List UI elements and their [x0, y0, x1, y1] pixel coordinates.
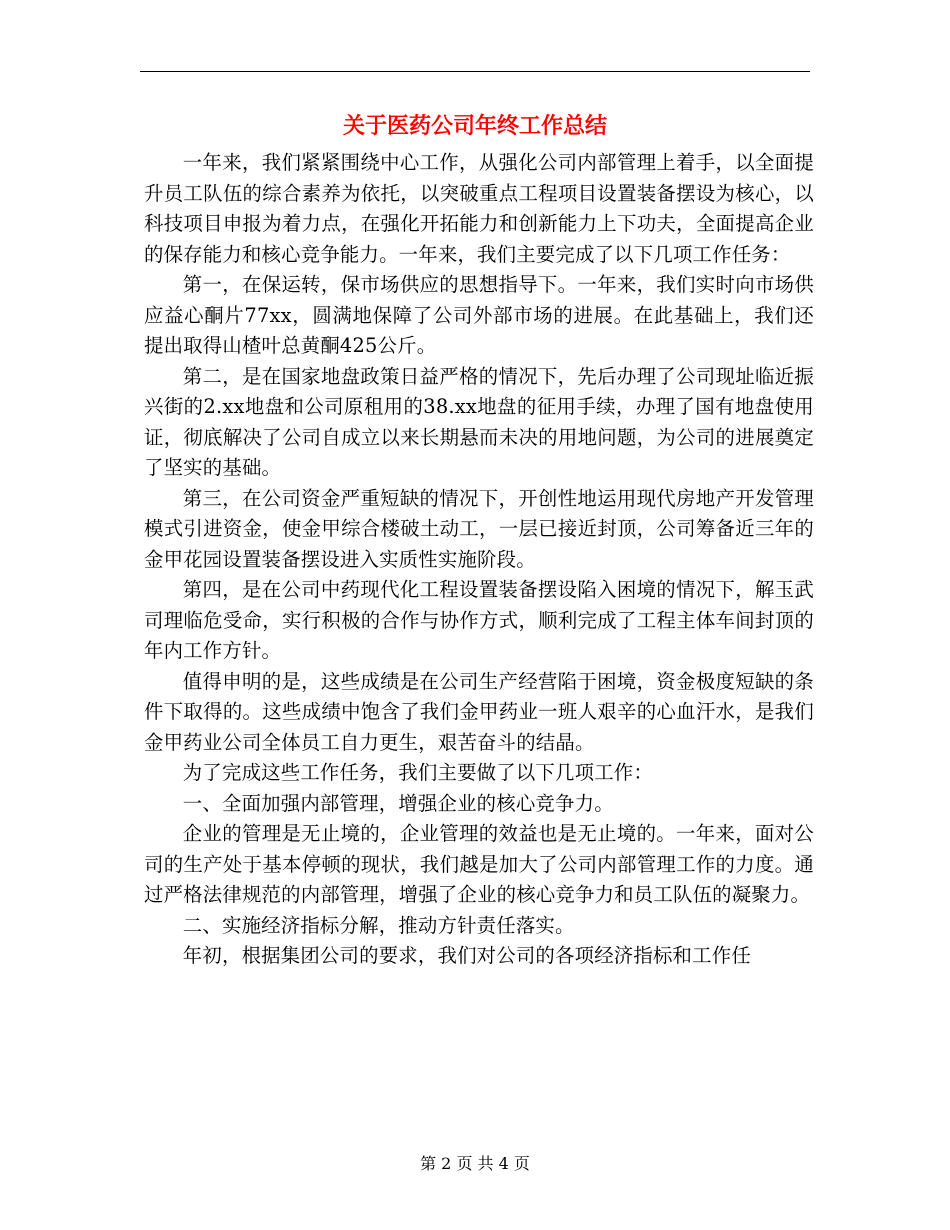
paragraph: 一年来，我们紧紧围绕中心工作，从强化公司内部管理上着手，以全面提升员工队伍的综合素养为依托，以突破重点工程项目设置装备摆设为核心，以科技项目申报为着力点，在强化开拓能力和创新能力上下功夫，全面提高企业的保存能力和核心竞争能力。一年来，我们主要完成了以下几项工作任务： [144, 151, 814, 266]
document-body [144, 148, 814, 972]
paragraph: 第一，在保运转，保市场供应的思想指导下。一年来，我们实时向市场供应益心酮片77xx，圆满地保障了公司外部市场的进展。在此基础上，我们还提出取得山楂叶总黄酮425公斤。 [144, 273, 814, 357]
paragraph: 为了完成这些工作任务，我们主要做了以下几项工作： [182, 761, 653, 784]
paragraph: 第四，是在公司中药现代化工程设置装备摆设陷入困境的情况下，解玉武司理临危受命，实行积极的合作与协作方式，顺利完成了工程主体车间封顶的年内工作方针。 [144, 578, 814, 662]
paragraph: 年初，根据集团公司的要求，我们对公司的各项经济指标和工作任 [182, 944, 751, 967]
header-rule [140, 71, 810, 72]
section-heading: 二、实施经济指标分解，推动方针责任落实。 [182, 913, 575, 937]
paragraph: 企业的管理是无止境的，企业管理的效益也是无止境的。一年来，面对公司的生产处于基本停顿的现状，我们越是加大了公司内部管理工作的力度。通过严格法律规范的内部管理，增强了企业的核心竞争力和员工队伍的凝聚力。 [144, 822, 814, 906]
paragraph: 值得申明的是，这些成绩是在公司生产经营陷于困境，资金极度短缺的条件下取得的。这些成绩中饱含了我们金甲药业一班人艰辛的心血汗水，是我们金甲药业公司全体员工自力更生，艰苦奋斗的结晶。 [144, 669, 814, 754]
section-heading: 一、全面加强内部管理，增强企业的核心竞争力。 [182, 791, 614, 815]
document-title: 关于医药公司年终工作总结 [342, 113, 607, 139]
paragraph: 第三，在公司资金严重短缺的情况下，开创性地运用现代房地产开发管理模式引进资金，使金甲综合楼破土动工，一层已接近封顶，公司筹备近三年的金甲花园设置装备摆设进入实质性实施阶段。 [144, 486, 814, 571]
paragraph: 第二，是在国家地盘政策日益严格的情况下，先后办理了公司现址临近振兴街的2.xx地盘和公司原租用的38.xx地盘的征用手续，办理了国有地盘使用证，彻底解决了公司自成立以来长期悬而未决的用地问题，为公司的进展奠定了坚实的基础。 [144, 364, 814, 479]
page-number: 第 2 页 共 4 页 [420, 1154, 530, 1173]
